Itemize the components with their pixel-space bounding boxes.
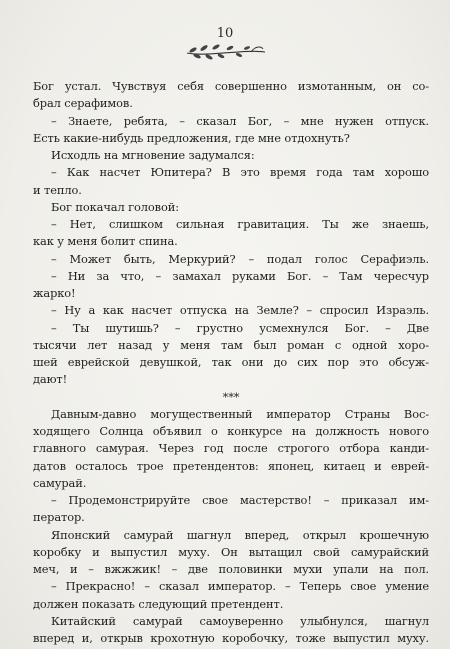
text-line: Китайский самурай самоуверенно улыбнулся, шагнул bbox=[51, 613, 429, 628]
text-line: шей еврейской девушкой, так они до сих пор это обсуж- bbox=[33, 355, 429, 369]
text-line: как у меня болит спина. bbox=[33, 234, 178, 249]
text-line: – Ни за что, – замахал руками Бог. – Там чересчур bbox=[51, 268, 429, 283]
page-number: 10 bbox=[216, 26, 234, 41]
text-line: Бог устал. Чувствуя себя совершенно измотанным, он со- bbox=[33, 79, 429, 93]
leaf-branch-ornament-icon bbox=[183, 40, 269, 62]
text-line: вперед и, открыв крохотную коробочку, тоже выпустил муху. bbox=[33, 631, 429, 645]
text-line: – Может быть, Меркурий? – подал голос Серафиэль. bbox=[51, 251, 429, 266]
text-line: самурай. bbox=[33, 475, 87, 490]
text-line: – Как насчет Юпитера? В это время года там хорошо bbox=[51, 165, 429, 180]
text-line: дают! bbox=[33, 372, 68, 387]
text-line: коробку и выпустил муху. Он вытащил свой самурайский bbox=[33, 544, 429, 559]
text-line: – Ты шутишь? – грустно усмехнулся Бог. – Две bbox=[51, 320, 429, 335]
text-line: меч, и – вжжжик! – две половинки мухи упали на пол. bbox=[33, 562, 429, 576]
text-line: тысячи лет назад у меня там был роман с одной хоро- bbox=[33, 337, 429, 352]
section-separator: *** bbox=[222, 389, 240, 404]
text-line: Бог покачал головой: bbox=[51, 199, 179, 214]
text-line: и тепло. bbox=[33, 182, 82, 197]
text-line: Японский самурай шагнул вперед, открыл крошечную bbox=[51, 527, 429, 542]
text-line: жарко! bbox=[33, 286, 76, 300]
text-line: ператор. bbox=[33, 510, 85, 525]
text-line: брал серафимов. bbox=[33, 96, 133, 111]
text-line: Исходль на мгновение задумался: bbox=[51, 148, 255, 162]
text-line: – Прекрасно! – сказал император. – Теперь свое умение bbox=[51, 579, 429, 594]
text-line: ходящего Солнца объявил о конкурсе на должность нового bbox=[33, 424, 429, 438]
text-line: должен показать следующий претендент. bbox=[33, 596, 284, 611]
text-line: – Знаете, ребята, – сказал Бог, – мне нужен отпуск. bbox=[51, 113, 429, 128]
text-line: – Нет, слишком сильная гравитация. Ты же знаешь, bbox=[51, 217, 429, 231]
text-line: Давным-давно могущественный император Страны Вос- bbox=[51, 406, 429, 421]
text-line: главного самурая. Через год после строгого отбора канди- bbox=[33, 441, 429, 456]
text-line: – Ну а как насчет отпуска на Земле? – спросил Израэль. bbox=[51, 303, 429, 318]
text-line: Есть какие-нибудь предложения, где мне отдохнуть? bbox=[33, 130, 350, 145]
text-line: датов осталось трое претендентов: японец, китаец и еврей- bbox=[33, 458, 429, 473]
text-line: – Продемонстрируйте свое мастерство! – приказал им- bbox=[51, 493, 429, 507]
body-text bbox=[33, 78, 429, 647]
